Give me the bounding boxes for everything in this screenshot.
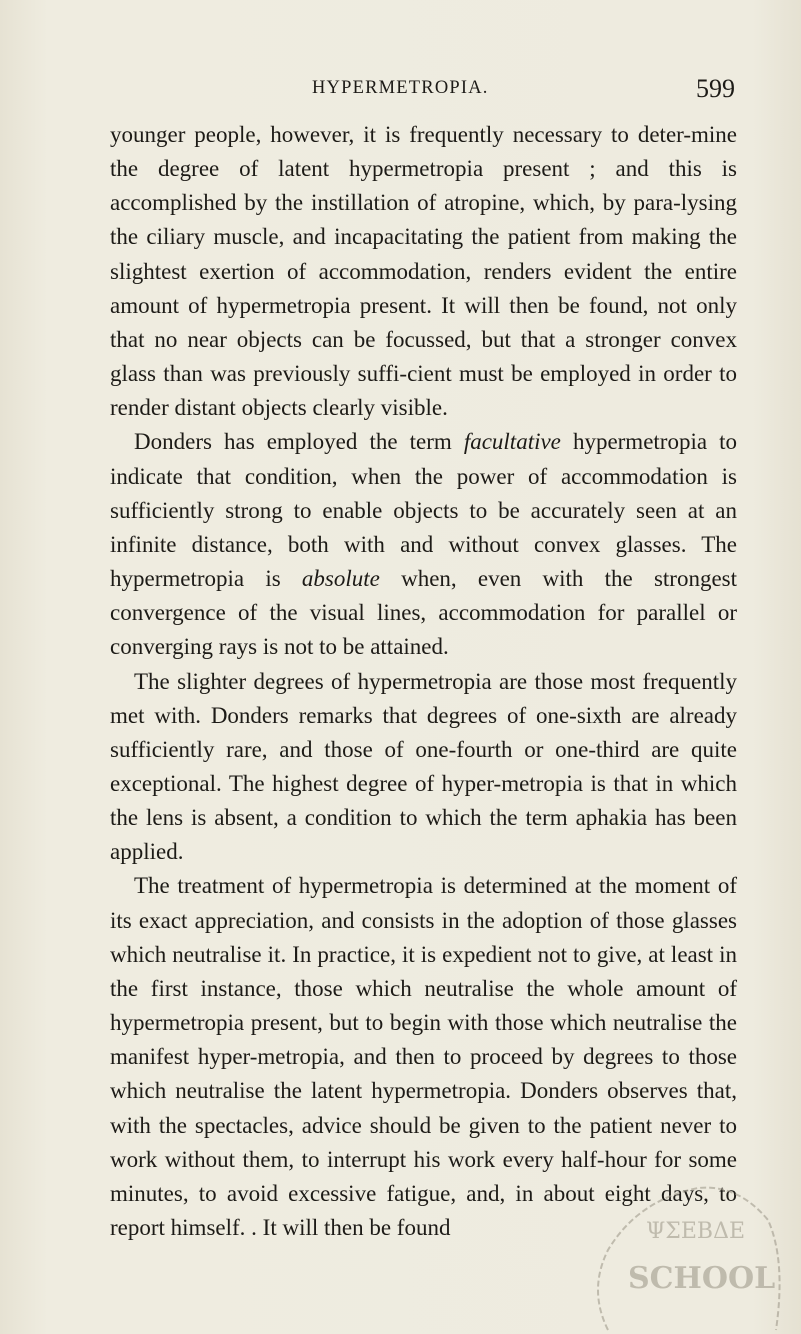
- paragraph-4: The treatment of hypermetropia is determined at the moment of its exact appreciation, and consists in the adoption of those glasses which neutralise it. In practice, it is expedient not to give, at least in the first instance, those which neutralise the whole amount of hypermetropia present, but to begin with those which neutralise the manifest hyper-metropia, and then to proceed by degrees to those which neutralise the latent hypermetropia. Donders observes that, with the spectacles, advice should be given to the patient never to work without them, to interrupt his work every half-hour for some minutes, to avoid excessive fatigue, and, in about eight days, to report himself. . It will then be found: [110, 873, 737, 1240]
- term-absolute: absolute: [301, 566, 380, 592]
- library-stamp: [568, 1180, 788, 1334]
- body-text: [110, 118, 737, 1245]
- paragraph-1: younger people, however, it is frequently necessary to deter-mine the degree of latent hypermetropia present ; and this is accomplished by the instillation of atropine, which, by para-lysing the ciliary muscle, and incapacitating the patient from making the slightest exertion of accommodation, renders evident the entire amount of hypermetropia present. It will then be found, not only that no near objects can be focussed, but that a stronger convex glass than was previously suffi-cient must be employed in order to render distant objects clearly visible.: [110, 122, 737, 421]
- stamp-top-text: ΨΣΕΒΔΕ: [646, 1219, 746, 1244]
- stamp-mid-text: SCHOOL: [628, 1261, 776, 1296]
- running-head: HYPERMETROPIA.: [312, 78, 489, 98]
- term-facultative: facultative: [463, 429, 561, 455]
- page-number: 599: [696, 74, 735, 103]
- stamp-outline: [598, 1188, 780, 1330]
- paragraph-3: The slighter degrees of hypermetropia are those most frequently met with. Donders remarks that degrees of one-sixth are already sufficiently rare, and those of one-fourth or one-third are quite exceptional. The highest degree of hyper-metropia is that in which the lens is absent, a condition to which the term aphakia has been applied.: [110, 668, 737, 865]
- page-header: [110, 74, 735, 106]
- paragraph-2: Donders has employed the term facultative hypermetropia to indicate that condition, when the power of accommodation is sufficiently strong to enable objects to be accurately seen at an infinite distance, both with and without convex glasses. The hypermetropia is absolute when, even with the strongest convergence of the visual lines, accommodation for parallel or converging rays is not to be attained.: [110, 429, 738, 660]
